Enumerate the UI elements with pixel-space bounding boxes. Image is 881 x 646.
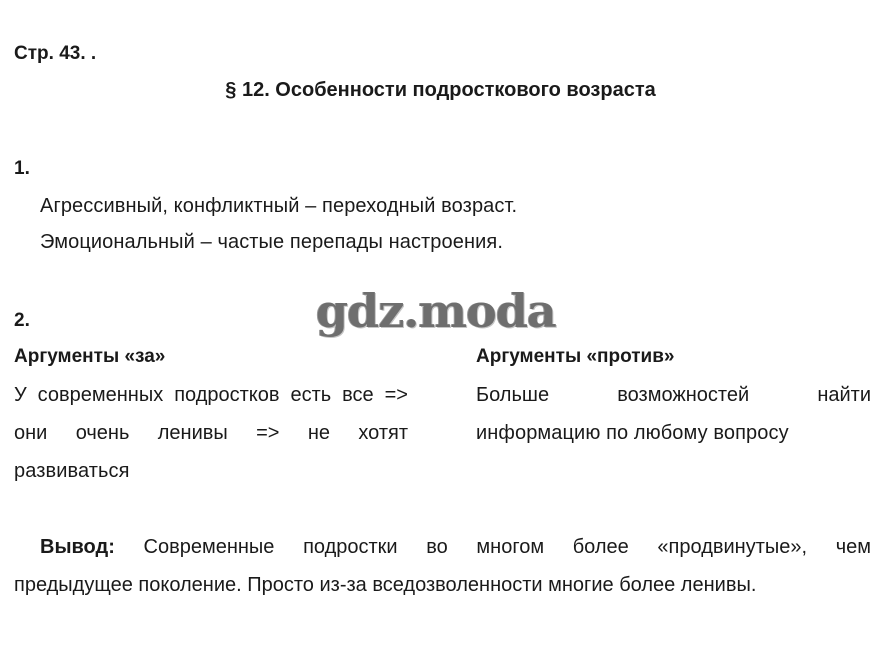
pro-line: У современных подростков есть все => <box>14 384 408 406</box>
section-title: § 12. Особенности подросткового возраста <box>225 79 656 101</box>
pro-heading: Аргументы «за» <box>14 346 166 367</box>
task1-line: Агрессивный, конфликтный – переходный возраст. <box>40 195 518 217</box>
conclusion-text-line1: Современные подростки во многом более «продвинутые», чем <box>143 536 871 558</box>
pro-line: развиваться <box>14 460 130 482</box>
contra-line: Больше возможностей найти <box>476 384 871 406</box>
conclusion-text-line2: предыдущее поколение. Просто из-за вседозволенности многие более ленивы. <box>14 574 757 596</box>
task2-number: 2. <box>14 310 30 331</box>
page-label: Стр. 43. . <box>14 43 97 64</box>
task1-number: 1. <box>14 158 30 179</box>
contra-line: информацию по любому вопросу <box>476 422 789 444</box>
pro-line: они очень ленивы => не хотят <box>14 422 408 444</box>
conclusion-label: Вывод: <box>40 536 115 558</box>
watermark: gdz.moda <box>316 284 556 338</box>
contra-heading: Аргументы «против» <box>476 346 675 367</box>
task1-line: Эмоциональный – частые перепады настроения. <box>40 231 503 253</box>
conclusion-first-line <box>14 536 871 559</box>
